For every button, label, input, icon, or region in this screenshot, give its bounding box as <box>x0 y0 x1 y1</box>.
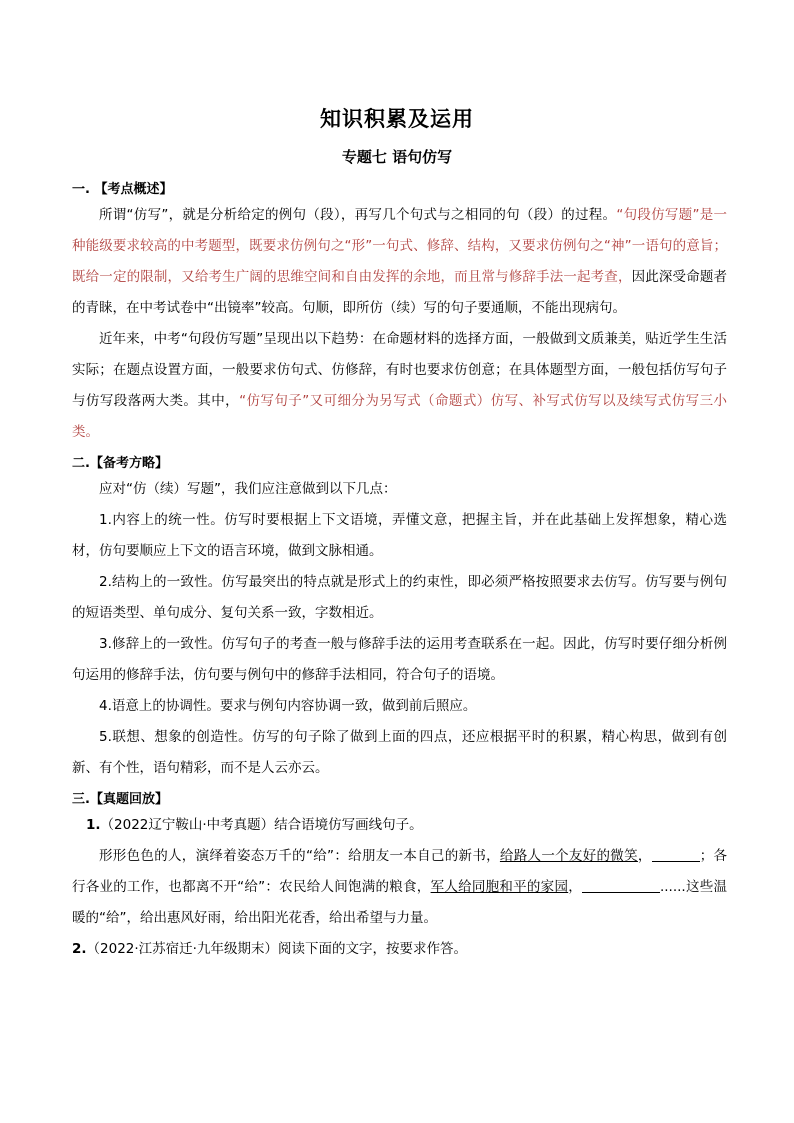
strategy-point-5: 5.联想、想象的创造性。仿写的句子除了做到上面的四点，还应根据平时的积累，精心构思，做到有创新、有个性，语句精彩，而不是人云亦云。 <box>72 729 727 776</box>
section-heading-past-questions: 三.【真题回放】 <box>72 792 168 807</box>
section-heading-strategy: 二.【备考方略】 <box>72 456 168 471</box>
underlined-sentence-1: 给路人一个友好的微笑 <box>499 848 638 864</box>
question-1-text: （2022辽宁鞍山·中考真题）结合语境仿写画线句子。 <box>100 817 423 833</box>
passage-text-1: 形形色色的人，演绎着姿态万千的“给”：给朋友一本自己的新书， <box>99 848 500 864</box>
document-subtitle: 专题七 语句仿写 <box>341 148 453 166</box>
question-2-stem <box>72 934 727 965</box>
question-1-passage <box>72 841 727 934</box>
passage-text-3: ；各行各业的工作，也都离不开“给”：农民给人间饱满的粮食， <box>72 848 728 895</box>
document-title: 知识积累及运用 <box>320 106 474 131</box>
overview-paragraph-2 <box>72 324 727 448</box>
question-2-number: 2. <box>72 941 87 957</box>
passage-text-4: ， <box>568 879 582 895</box>
document-body <box>72 180 727 965</box>
strategy-point-3: 3.修辞上的一致性。仿写句子的考查一般与修辞手法的运用考查联系在一起。因此，仿写时要仔细分析例句运用的修辞手法，仿句要与例句中的修辞手法相同，符合句子的语境。 <box>72 636 727 683</box>
trend-text: 近年来，中考“句段仿写题”呈现出以下趋势：在命题材料的选择方面，一般做到文质兼美，贴近学生生活实际；在题点设置方面，一般要求仿句式、仿修辞，有时也要求仿创意；在具体题型方面，一般包括仿写句子与仿写段落两大类。其中， <box>72 331 727 409</box>
overview-text: 所谓“仿写”，就是分析给定的例句（段），再写几个句式与之相同的句（段）的过程。 <box>99 207 617 223</box>
underlined-sentence-2: 军人给同胞和平的家园 <box>430 879 569 895</box>
strategy-point-1: 1.内容上的统一性。仿写时要根据上下文语境，弄懂文意，把握主旨，并在此基础上发挥想象，精心选材，仿句要顺应上下文的语言环境，做到文脉相通。 <box>72 512 727 559</box>
strategy-intro: 应对“仿（续）写题”，我们应注意做到以下几点： <box>99 481 397 497</box>
overview-highlight: “句段仿写题”是一种能级要求较高的中考题型，既要求仿例句之“形”一句式、修辞、结构，又要求仿例句之“神”一语句的意旨；既给一定的限制，又给考生广阔的思维空间和自由发挥的余地，而且常与修辞手法一起考查， <box>72 207 727 285</box>
trend-highlight: “仿写句子”又可细分为另写式（命题式）仿写、补写式仿写以及续写式仿写三小类。 <box>72 393 727 440</box>
overview-paragraph-1 <box>72 200 727 324</box>
passage-text-5: ......这些温暖的“给”，给出惠风好雨，给出阳光花香，给出希望与力量。 <box>72 879 728 926</box>
question-1-stem <box>72 810 727 841</box>
question-2-text: （2022·江苏宿迁·九年级期末）阅读下面的文字，按要求作答。 <box>86 941 467 957</box>
strategy-point-4: 4.语意上的协调性。要求与例句内容协调一致，做到前后照应。 <box>99 698 477 714</box>
strategy-point-2: 2.结构上的一致性。仿写最突出的特点就是形式上的约束性，即必须严格按照要求去仿写。仿写要与例句的短语类型、单句成分、复句关系一致，字数相近。 <box>72 574 727 621</box>
section-heading-overview: 一. 【考点概述】 <box>72 182 173 197</box>
question-1-number: 1. <box>86 817 101 833</box>
passage-text-2: ， <box>637 848 652 864</box>
overview-text-end: 因此深受命题者的青睐，在中考试卷中“出镜率”较高。句顺，即所仿（续）写的句子要通顺，不能出现病句。 <box>72 269 728 316</box>
answer-blank-2[interactable] <box>582 877 660 893</box>
answer-blank-1[interactable] <box>652 846 700 862</box>
